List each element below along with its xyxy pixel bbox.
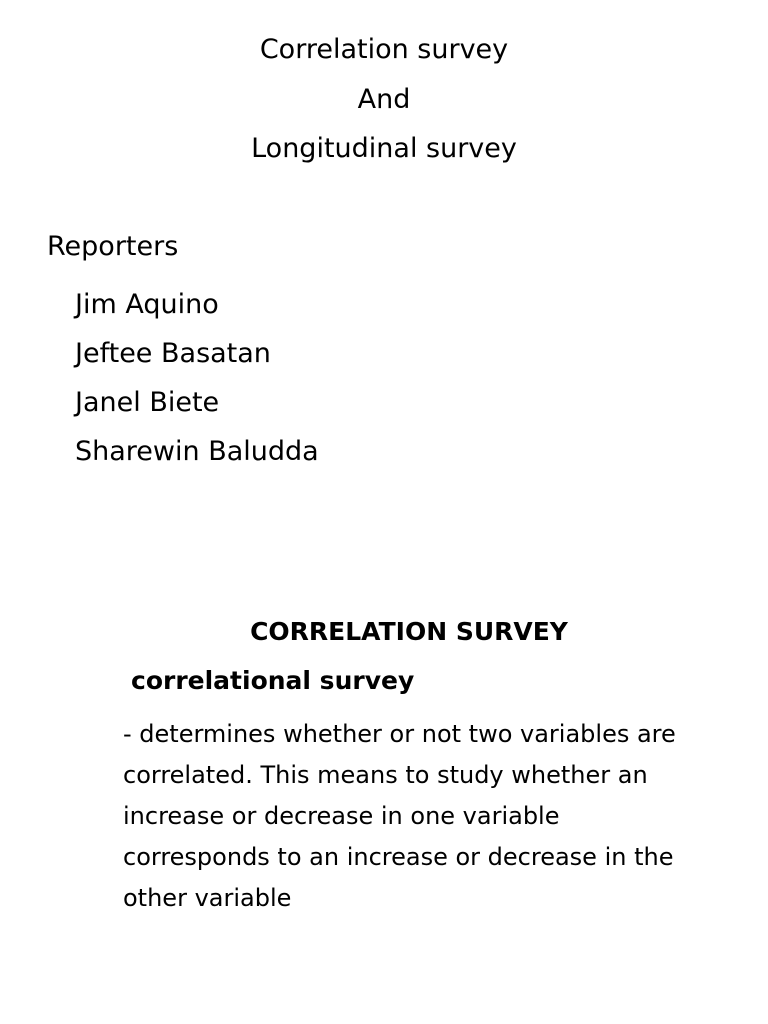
title-line-2: And xyxy=(357,84,411,115)
reporter-item: Jim Aquino xyxy=(75,289,219,320)
reporter-item: Janel Biete xyxy=(75,387,220,418)
content-slide xyxy=(0,512,768,1024)
title-line-3: Longitudinal survey xyxy=(251,133,517,164)
reporters-heading: Reporters xyxy=(47,231,179,262)
reporter-list xyxy=(75,280,319,476)
term-heading: correlational survey xyxy=(131,666,415,695)
reporter-item: Sharewin Baludda xyxy=(75,436,319,467)
reporter-item: Jeftee Basatan xyxy=(75,338,271,369)
title-line-1: Correlation survey xyxy=(259,34,509,65)
definition-text: - determines whether or not two variables are correlated. This means to study whether an increase or decrease in one variable corresponds to an increase or decrease in the other variable xyxy=(123,720,676,912)
section-heading: CORRELATION SURVEY xyxy=(250,617,568,646)
